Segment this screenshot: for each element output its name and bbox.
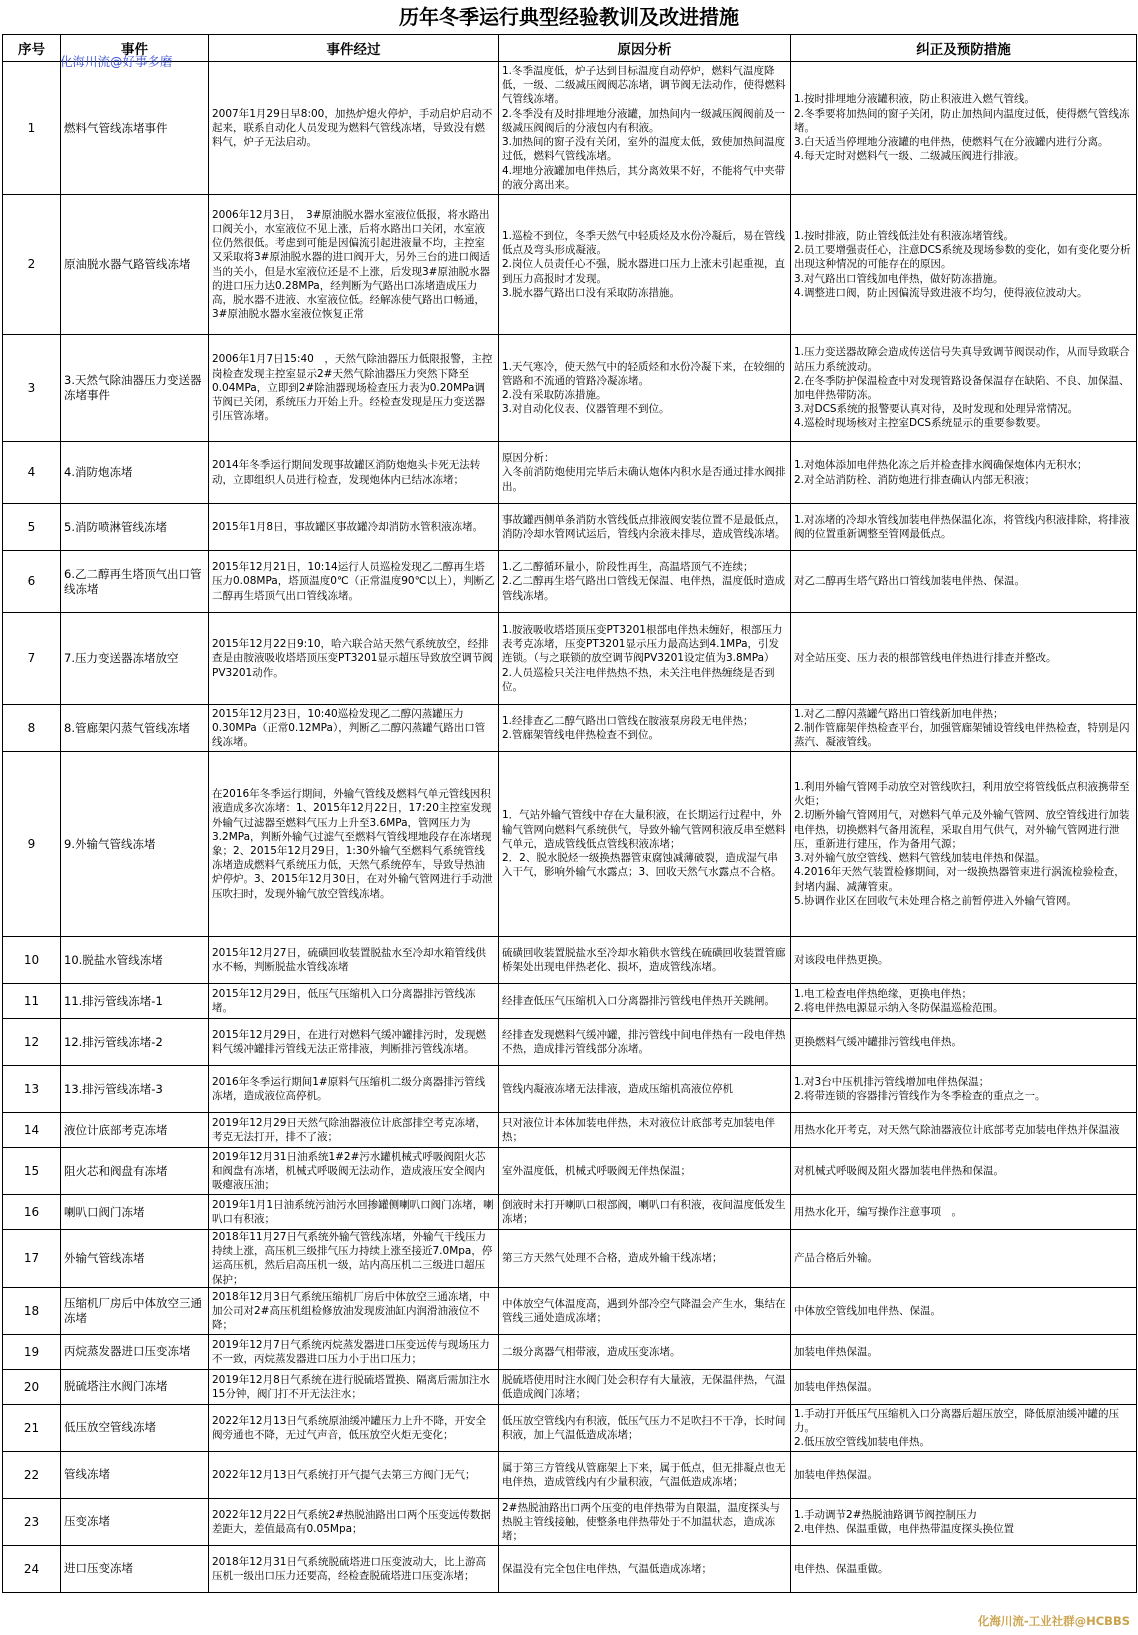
cause-analysis: 事故罐西侧单条消防水管线低点排液阀安装位置不是最低点，消防冷却水管网试运后，管线内余液未排尽，造成管线冻堵。 [502,513,786,540]
cause-analysis: 室外温度低，机械式呼吸阀无伴热保温； [502,1164,691,1177]
col-header-process: 事件经过 [209,35,499,62]
event-name: 3.天然气除油器压力变送器冻堵事件 [64,373,202,402]
row-number: 12 [23,1034,40,1049]
table-row [3,551,1137,613]
row-number: 5 [27,519,36,534]
event-name: 燃料气管线冻堵事件 [64,120,168,135]
cause-analysis: 硫磺回收装置脱盐水至冷却水箱供水管线在硫磺回收装置管廊桥架处出现电伴热老化、损坏，造成管线冻堵。 [502,946,786,973]
table-row [3,1404,1137,1451]
row-number: 8 [27,720,36,735]
cause-analysis: 管线内凝液冻堵无法排液，造成压缩机高液位停机 [502,1082,733,1095]
corrective-measures: 1.对炮体添加电伴热化冻之后并检查排水阀确保炮体内无积水； 2.对全站消防栓、消防炮进行排查确认内部无积液； [794,459,1088,486]
cause-analysis: 低压放空管线内有积液，低压气压力不足吹扫不干净，长时间积液，加上气温低造成冻堵； [502,1414,786,1441]
event-name: 外输气管线冻堵 [64,1250,145,1265]
event-process: 2019年12月29日天然气除油器液位计底部排空考克冻堵，考克无法打开，排不了液； [212,1116,486,1143]
watermark-bottom: 化海川流-工业社群@HCBBS [977,1614,1130,1628]
event-name: 液位计底部考克冻堵 [64,1122,168,1137]
row-number: 10 [23,952,40,967]
event-process: 2015年12月22日9:10，哈六联合站天然气系统放空，经排查是由胺液吸收塔塔顶压变PT3201显示超压导致放空调节阀PV3201动作。 [212,638,493,679]
col-header-cause: 原因分析 [499,35,791,62]
event-process: 2022年12月13日气系统打开气提气去第三方阀门无气； [212,1468,476,1481]
corrective-measures: 用热水化开，编写操作注意事项 。 [794,1205,962,1218]
row-number: 6 [27,574,36,589]
event-process: 2022年12月22日气系统2#热脱油路出口两个压变远传数据差距大，差值最高有0.05Mpa； [212,1508,491,1535]
lessons-table [2,34,1137,1593]
corrective-measures: 加装电伴热保温。 [794,1345,878,1358]
row-number: 3 [27,380,36,395]
row-number: 4 [27,465,36,480]
corrective-measures: 1.电工检查电伴热绝缘，更换电伴热； 2.将电伴热电源显示纳入冬防保温巡检范围。 [794,987,1004,1014]
corrective-measures: 对该段电伴热更换。 [794,953,889,966]
col-header-no: 序号 [3,35,61,62]
event-process: 2018年11月27日气系统外输气管线冻堵，外输气干线压力持续上涨，高压机三级排气压力持续上涨至接近7.0Mpa，停运高压机，然后启高压机一级，站内高压机二三级进口超压保护； [212,1231,493,1286]
table-row [3,937,1137,984]
row-number: 18 [23,1303,40,1318]
row-number: 7 [27,651,36,666]
row-number: 22 [23,1467,40,1482]
event-process: 2006年1月7日15:40 ，天然气除油器压力低限报警，主控岗检查发现主控室显示2#天然气除油器压力突然下降至0.04MPa，立即到2#除油器现场检查压力表为0.20MPa调节阀已关闭，系统压力开始上升。经检查发现是压力变送器引压管冻堵。 [212,353,493,423]
corrective-measures: 1.对3台中压机排污管线增加电伴热保温； 2.将带连锁的容器排污管线作为冬季检查的重点之一。 [794,1075,1046,1102]
event-process: 2018年12月3日气系统压缩机厂房后中体放空三通冻堵，中加公司对2#高压机组检修放油发现废油缸内润滑油液位不降； [212,1290,490,1331]
cause-analysis: 只对液位计本体加装电伴热，未对液位计底部考克加装电伴热； [502,1116,775,1143]
event-name: 8.管廊架闪蒸气管线冻堵 [64,720,190,735]
row-number: 19 [23,1344,40,1359]
corrective-measures: 加装电伴热保温。 [794,1380,878,1393]
cause-analysis: 1.经排查乙二醇气路出口管线在胺液泵房段无电伴热； 2.管廊架管线电伴热检查不到位。 [502,714,754,741]
row-number: 17 [23,1251,40,1266]
corrective-measures: 对乙二醇再生塔气路出口管线加装电伴热、保温。 [794,575,1025,588]
event-name: 阻火芯和阀盘有冻堵 [64,1163,168,1178]
corrective-measures: 电伴热、保温重做。 [794,1562,889,1575]
row-number: 23 [23,1514,40,1529]
cause-analysis: 二级分离器气相带液，造成压变冻堵。 [502,1345,681,1358]
event-name: 压变冻堵 [64,1514,110,1529]
event-name: 压缩机厂房后中体放空三通冻堵 [64,1295,202,1325]
corrective-measures: 产品合格后外输。 [794,1252,878,1265]
event-process: 2015年12月29日，在进行对燃料气缓冲罐排污时，发现燃料气缓冲罐排污管线无法正常排液，判断排污管线冻堵。 [212,1028,486,1055]
event-name: 13.排污管线冻堵-3 [64,1081,163,1096]
table-row [3,195,1137,335]
cause-analysis: 第三方天然气处理不合格，造成外输干线冻堵； [502,1252,723,1265]
corrective-measures: 1.利用外输气管网手动放空对管线吹扫，利用放空将管线低点积液携带至火炬； 2.切断外输气管网用气，对燃料气单元及外输气管网、放空管线进行加装电伴热，切换燃料气备用流程，采取自用气供气，对外输气管网进行泄压，重新进行建压，作为备用气源； 3.对外输气放空管线、燃料气管线加装电伴热和保温。 4.2016年天然气装置检修期间，对一级换热器管束进行涡流检验检查，封堵内漏、减薄管束。 5.协调作业区在回收气未处理合格之前暂停进入外输气管网。 [794,781,1130,907]
event-process: 2015年12月23日，10:40巡检发现乙二醇闪蒸罐压力0.30MPa（正常0.12MPa），判断乙二醇闪蒸罐气路出口管线冻堵。 [212,707,486,749]
corrective-measures: 1.按时排埋地分液罐积液，防止积液进入燃气管线。 2.冬季要将加热间的窗子关闭，防止加热间内温度过低，使得燃气管线冻堵。 3.白天适当停埋地分液罐的电伴热，使燃料气在分液罐内进行分离。 4.每天定时对燃料气一级、二级减压阀进行排液。 [794,93,1130,163]
table-row [3,1195,1137,1230]
cause-analysis: 1.巡检不到位，冬季天然气中轻质烃及水份冷凝后，易在管线低点及弯头形成凝液。 2.岗位人员责任心不强，脱水器进口压力上涨未引起重视，直到压力高报时才发现。 3.脱水器气路出口没有采取防冻措施。 [502,229,786,299]
cause-analysis: 经排查低压气压缩机入口分离器排污管线电伴热开关跳闸。 [502,994,775,1007]
col-header-event: 事件 [61,35,209,62]
corrective-measures: 1.压力变送器故障会造成传送信号失真导致调节阀误动作，从而导致联合站压力系统波动。 2.在冬季防护保温检查中对发现管路设备保温存在缺陷、不良、加保温、加电伴热带防冻。 3.对DCS系统的报警要认真对待，及时发现和处理异常情况。 4.巡检时现场核对主控室DCS系统显示的重要参数要。 [794,346,1130,430]
corrective-measures: 用热水化开考克，对天然气除油器液位计底部考克加装电伴热并保温液 [794,1123,1120,1136]
table-row [3,1369,1137,1404]
table-row [3,613,1137,705]
row-number: 16 [23,1204,40,1219]
table-row [3,1498,1137,1545]
row-number: 20 [23,1379,40,1394]
table-row [3,1113,1137,1148]
cause-analysis: 1.胺液吸收塔塔顶压变PT3201根部电伴热未缠好，根部压力表考克冻堵，压变PT3201显示压力最高达到4.1MPa，引发连锁。（与之联锁的放空调节阀PV3201设定值为3.8MPa） 2.人员巡检只关注电伴热热不热，未关注电伴热缠绕是否到位。 [502,623,783,693]
cause-analysis: 保温没有完全包住电伴热，气温低造成冻堵； [502,1562,712,1575]
cause-analysis: 1.乙二醇循环量小，阶段性再生，高温塔顶气不连续； 2.乙二醇再生塔气路出口管线无保温、电伴热，温度低时造成管线冻堵。 [502,561,786,602]
col-header-measure: 纠正及预防措施 [791,35,1137,62]
table-row [3,335,1137,442]
row-number: 2 [27,257,36,272]
corrective-measures: 中体放空管线加电伴热、保温。 [794,1304,941,1317]
event-name: 管线冻堵 [64,1467,110,1482]
table-row [3,984,1137,1019]
row-number: 13 [23,1081,40,1096]
cause-analysis: 经排查发现燃料气缓冲罐，排污管线中间电伴热有一段电伴热不热，造成排污管线部分冻堵。 [502,1028,786,1055]
table-row [3,1230,1137,1288]
corrective-measures: 1.对冻堵的冷却水管线加装电伴热保温化冻，将管线内积液排除，将排液阀的位置重新调整至管网最低点。 [794,513,1130,540]
corrective-measures: 对全站压变、压力表的根部管线电伴热进行排查并整改。 [794,652,1057,665]
corrective-measures: 1.按时排液，防止管线低洼处有积液冻堵管线。 2.员工要增强责任心，注意DCS系统及现场参数的变化，如有变化要分析出现这种情况的可能存在的原因。 3.对气路出口管线加电伴热，做好防冻措施。 4.调整进口阀，防止因偏流导致进液不均匀，使得液位波动大。 [794,229,1131,299]
cause-analysis: 1.冬季温度低，炉子达到目标温度自动停炉，燃料气温度降低，一级、二级减压阀阀芯冻堵，调节阀无法动作，使得燃料气管线冻堵。 2.冬季没有及时排埋地分液罐，加热间内一级减压阀阀前及一级减压阀阀后的分液包内有积液。 3.加热间的窗子没有关闭，室外的温度太低，致使加热间温度过低，燃料气管线冻堵。 4.埋地分液罐加电伴热后，其分离效果不好，不能将气中夹带的液分离出来。 [502,65,786,191]
row-number: 1 [27,120,36,135]
event-process: 2015年12月29日，低压气压缩机入口分离器排污管线冻堵。 [212,987,476,1014]
corrective-measures: 对机械式呼吸阀及阻火器加装电伴热和保温。 [794,1164,1004,1177]
corrective-measures: 1.对乙二醇闪蒸罐气路出口管线新加电伴热； 2.制作管廊架伴热检查平台，加强管廊架铺设管线电伴热检查，特别是闪蒸汽、凝液管线。 [794,707,1130,749]
event-name: 喇叭口阀门冻堵 [64,1204,145,1219]
table-row [3,62,1137,195]
table-row [3,1334,1137,1369]
cause-analysis: 2#热脱油路出口两个压变的电伴热带为自限温，温度探头与热脱主管线接触，使整条电伴热带处于不加温状态，造成冻堵； [502,1501,780,1542]
event-name: 4.消防炮冻堵 [64,465,133,479]
table-row [3,504,1137,551]
row-number: 11 [23,993,40,1008]
event-process: 2015年12月21日，10:14运行人员巡检发现乙二醇再生塔压力0.08MPa，塔顶温度0℃（正常温度90℃以上），判断乙二醇再生塔顶气出口管线冻堵。 [212,561,495,602]
corrective-measures: 1.手动调节2#热脱油路调节阀控制压力 2.电伴热、保温重做，电伴热带温度探头换位置 [794,1508,1015,1535]
table-row [3,442,1137,504]
cause-analysis: 脱硫塔使用时注水阀门处会积存有大量液，无保温伴热，气温低造成阀门冻堵； [502,1373,786,1400]
row-number: 21 [23,1420,40,1435]
table-row [3,705,1137,752]
table-row [3,1451,1137,1498]
event-name: 6.乙二醇再生塔顶气出口管线冻堵 [64,566,202,596]
table-header-row [3,35,1137,62]
event-process: 2014年冬季运行期间发现事故罐区消防炮炮头卡死无法转动，立即组织人员进行检查，发现炮体内已结冰冻堵； [212,459,481,486]
cause-analysis: 中体放空气体温度高，遇到外部冷空气降温会产生水，集结在管线三通处造成冻堵； [502,1297,786,1324]
table-row [3,1019,1137,1066]
event-name: 脱硫塔注水阀门冻堵 [64,1379,168,1394]
event-process: 2006年12月3日， 3#原油脱水器水室液位低报，将水路出口阀关小，水室液位不见上涨，后将水路出口关闭，水室液位仍然很低。考虑到可能是因偏流引起进液量不均，主控室又采取将3#原油脱水器的进口阀开大，另外三台的进口阀适当的关小，但是水室液位还是不上涨，后发现3#原油脱水器的进口压力达0.28MPa，经判断为气路出口冻堵造成压力高，脱水器不进液、水室液位低。经解冻使气路出口畅通，3#原油脱水器水室液位恢复正常 [212,208,490,321]
event-name: 5.消防喷淋管线冻堵 [64,519,167,534]
event-name: 低压放空管线冻堵 [64,1420,156,1435]
event-name: 11.排污管线冻堵-1 [64,993,163,1008]
table-row [3,1545,1137,1592]
row-number: 15 [23,1163,40,1178]
cause-analysis: 原因分析： 入冬前消防炮使用完毕后未确认炮体内积水是否通过排水阀排出。 [502,452,786,493]
table-row [3,1066,1137,1113]
row-number: 9 [27,836,36,851]
corrective-measures: 更换燃料气缓冲罐排污管线电伴热。 [794,1035,962,1048]
table-body [3,62,1137,1593]
cause-analysis: 1．气站外输气管线中存在大量积液，在长期运行过程中，外输气管网向燃料气系统供气，导致外输气管网积液反串至燃料气单元，造成管线低点管线积液冻堵； 2．2、脱水脱烃一级换热器管束腐蚀减薄破裂，造成湿气串入干气，影响外输气水露点；3、回收天然气水露点不合格。 [502,809,786,879]
corrective-measures: 加装电伴热保温。 [794,1468,878,1481]
event-name: 进口压变冻堵 [64,1561,133,1576]
event-process: 2016年冬季运行期间1#原料气压缩机二级分离器排污管线冻堵，造成液位高停机。 [212,1075,486,1102]
cause-analysis: 属于第三方管线从管廊架上下来，属于低点，但无排凝点也无电伴热，造成管线内有少量积液，气温低造成冻堵； [502,1461,786,1488]
corrective-measures: 1.手动打开低压气压缩机入口分离器后超压放空，降低原油缓冲罐的压力。 2.低压放空管线加装电伴热。 [794,1407,1120,1448]
table-row [3,752,1137,937]
event-process: 2015年12月27日，硫磺回收装置脱盐水至冷却水箱管线供水不畅，判断脱盐水管线冻堵 [212,946,486,973]
event-process: 2019年12月7日气系统丙烷蒸发器进口压变远传与现场压力不一致，丙烷蒸发器进口压力小于出口压力； [212,1338,490,1365]
event-process: 2018年12月31日气系统脱硫塔进口压变波动大，比上游高压机一级出口压力还要高，经检查脱硫塔进口压变冻堵； [212,1555,486,1582]
row-number: 14 [23,1122,40,1137]
watermark-top: 化海川流@好事多磨 [60,54,173,69]
event-process: 在2016年冬季运行期间，外输气管线及燃料气单元管线因积液造成多次冻堵：1、2015年12月22日，17:20主控室发现外输气过滤器至燃料气压力上升至3.6MPa，管网压力为3.2MPa，判断外输气过滤气至燃料气管线埋地段存在冻堵现象；2、2015年12月29日，1:30外输气至燃料气系统管线冻堵造成燃料气系统压力低，天然气系统停车，导致导热油炉停炉。3、2015年12月30日，在对外输气管网进行手动泄压吹扫时，发现外输气放空管线冻堵。 [212,788,493,900]
page-title: 历年冬季运行典型经验教训及改进措施 [399,5,739,29]
event-name: 12.排污管线冻堵-2 [64,1034,163,1049]
event-process: 2019年1月1日油系统污油污水回掺罐侧喇叭口阀门冻堵，喇叭口有积液； [212,1198,494,1225]
event-name: 10.脱盐水管线冻堵 [64,952,163,967]
event-process: 2019年12月31日油系统1#2#污水罐机械式呼吸阀阻火芯和阀盘有冻堵，机械式呼吸阀无法动作，造成液压安全阀内吸瘪液压油； [212,1150,486,1192]
event-process: 2019年12月8日气系统在进行脱硫塔置换、隔离后需加注水15分钟，阀门打不开无法注水； [212,1373,490,1400]
event-process: 2007年1月29日早8:00，加热炉熄火停炉，手动启炉启动不起来，联系自动化人员发现为燃料气管线冻堵，导致没有燃料气，炉子无法启动。 [212,107,493,149]
event-process: 2022年12月13日气系统原油缓冲罐压力上升不降，开安全阀旁通也不降，无过气声音，低压放空火炬无变化； [212,1414,486,1441]
table-row [3,1148,1137,1195]
event-process: 2015年1月8日，事故罐区事故罐冷却消防水管积液冻堵。 [212,520,484,533]
event-name: 原油脱水器气路管线冻堵 [64,257,191,271]
row-number: 24 [23,1561,40,1576]
event-name: 7.压力变送器冻堵放空 [64,651,179,665]
table-row [3,1287,1137,1334]
cause-analysis: 1.天气寒冷，使天然气中的轻质烃和水份冷凝下来，在较细的管路和不流通的管路冷凝冻堵。 2.没有采取防冻措施。 3.对自动化仪表、仪器管理不到位。 [502,360,786,416]
event-name: 9.外输气管线冻堵 [64,836,156,851]
event-name: 丙烷蒸发器进口压变冻堵 [64,1344,191,1359]
cause-analysis: 倒液时未打开喇叭口根部阀，喇叭口有积液，夜间温度低发生冻堵； [502,1198,786,1225]
